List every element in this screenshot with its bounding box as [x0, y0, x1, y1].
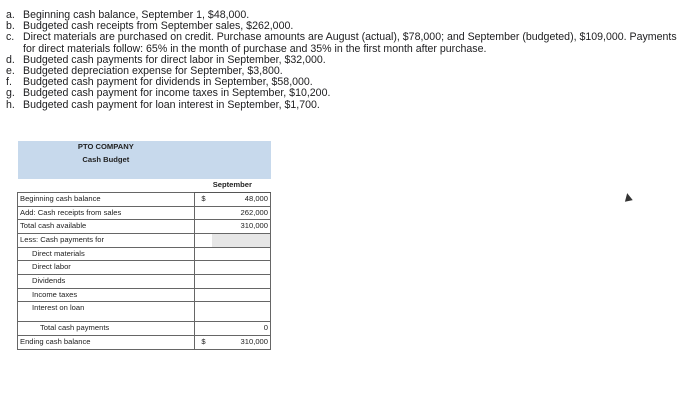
table-row [18, 247, 271, 261]
item-letter: b. [6, 20, 15, 33]
item-text: Budgeted cash payments for direct labor in September, $32,000. [23, 53, 326, 66]
table-row [18, 206, 271, 220]
list-item [6, 100, 696, 111]
row-label: Total cash payments [18, 322, 195, 336]
table-row [18, 192, 271, 206]
item-text: Budgeted cash payment for loan interest in September, $1,700. [23, 98, 320, 111]
currency-symbol: $ [194, 192, 212, 206]
item-text: Budgeted cash payment for dividends in September, $58,000. [23, 76, 313, 89]
table-header-row [18, 154, 271, 167]
item-letter: c. [6, 31, 15, 44]
amount-cell[interactable]: 262,000 [212, 206, 270, 220]
mouse-cursor-icon [623, 192, 632, 201]
item-letter: g. [6, 87, 15, 100]
item-text: Beginning cash balance, September 1, $48,000. [23, 9, 250, 21]
table-row [18, 220, 271, 234]
column-header-row [18, 179, 271, 192]
row-label: Interest on loan [18, 302, 195, 322]
budget-title: Cash Budget [18, 154, 195, 167]
table-row [18, 233, 271, 247]
row-label: Dividends [18, 275, 195, 289]
row-label: Ending cash balance [18, 336, 195, 350]
item-letter: d. [6, 53, 15, 66]
table-row [18, 322, 271, 336]
item-text: Budgeted cash payment for income taxes in September, $10,200. [23, 87, 331, 100]
cash-budget-table [17, 141, 271, 350]
item-text: Direct materials are purchased on credit. Purchase amounts are August (actual), $78,000; and September (budgeted), $109,000. Payments for direct materials follow: 65% in the month of purchase and 35% in the first month after purchase. [23, 31, 677, 55]
row-label: Direct labor [18, 261, 195, 275]
item-text: Budgeted depreciation expense for September, $3,800. [23, 65, 283, 78]
row-label: Total cash available [18, 220, 195, 234]
row-label: Less: Cash payments for [18, 233, 195, 247]
table-row [18, 261, 271, 275]
table-header-row [18, 141, 271, 154]
amount-input[interactable] [212, 275, 270, 289]
table-row [18, 302, 271, 322]
amount-input[interactable] [212, 288, 270, 302]
amount-input[interactable] [212, 302, 270, 322]
amount-input[interactable] [212, 261, 270, 275]
item-text: Budgeted cash receipts from September sales, $262,000. [23, 20, 294, 33]
amount-cell[interactable]: 310,000 [212, 336, 270, 350]
item-letter: a. [6, 9, 15, 21]
item-letter: f. [6, 76, 12, 89]
amount-cell[interactable]: 0 [212, 322, 270, 336]
problem-data-list [6, 10, 696, 111]
currency-symbol: $ [194, 336, 212, 350]
row-label: Direct materials [18, 247, 195, 261]
row-label: Beginning cash balance [18, 192, 195, 206]
table-row [18, 288, 271, 302]
list-item [6, 32, 696, 54]
list-item [6, 88, 696, 99]
company-name: PTO COMPANY [18, 141, 195, 154]
amount-cell[interactable]: 48,000 [212, 192, 270, 206]
table-row [18, 275, 271, 289]
column-header-september: September [194, 179, 270, 192]
amount-cell[interactable]: 310,000 [212, 220, 270, 234]
amount-input[interactable] [212, 247, 270, 261]
item-letter: e. [6, 65, 15, 78]
table-row [18, 336, 271, 350]
row-label: Add: Cash receipts from sales [18, 206, 195, 220]
item-letter: h. [6, 98, 15, 111]
row-label: Income taxes [18, 288, 195, 302]
